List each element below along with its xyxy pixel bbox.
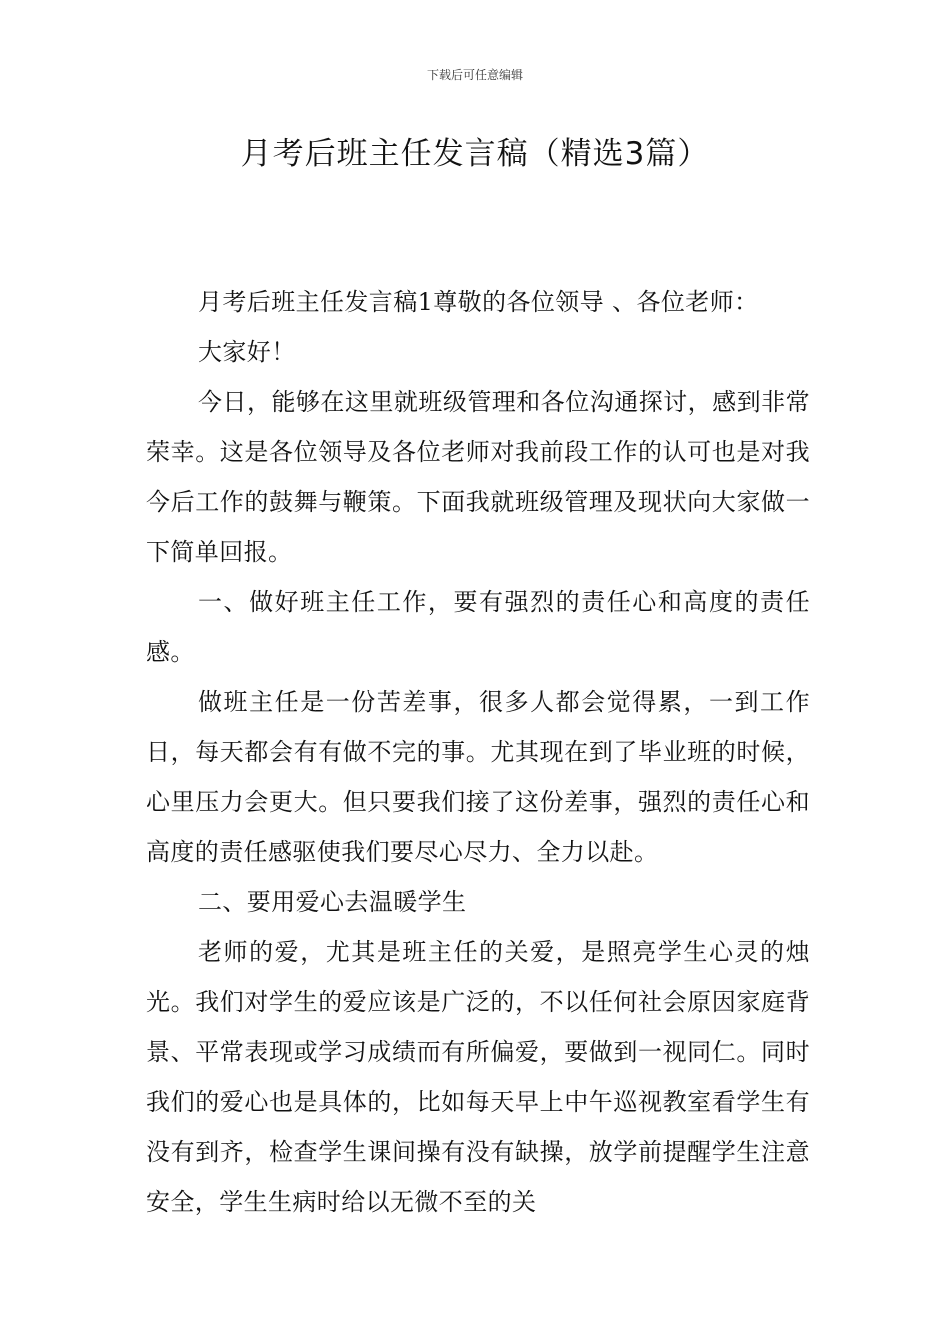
paragraph-greeting: 大家好！ [198, 338, 296, 366]
paragraph-section-body-1: 做班主任是一份苦差事，很多人都会觉得累，一到工作日，每天都会有有做不完的事。尤其现在到了毕业班的时候，心里压力会更大。但只要我们接了这份差事，强烈的责任心和高度的责任感驱使我们要尽心尽力、全力以赴。 [146, 688, 810, 866]
document-title: 月考后班主任发言稿（精选3篇） [240, 136, 710, 172]
paragraph-intro: 今日，能够在这里就班级管理和各位沟通探讨，感到非常荣幸。这是各位领导及各位老师对我前段工作的认可也是对我今后工作的鼓舞与鞭策。下面我就班级管理及现状向大家做一下简单回报。 [146, 388, 810, 566]
header-note: 下载后可任意编辑 [426, 68, 523, 82]
paragraph-section-heading-1: 一、做好班主任工作，要有强烈的责任心和高度的责任感。 [146, 588, 810, 666]
document-body [146, 277, 810, 1227]
paragraph-salutation: 月考后班主任发言稿1尊敬的各位领导 、各位老师： [198, 288, 759, 316]
paragraph-section-heading-2: 二、要用爱心去温暖学生 [198, 888, 467, 916]
paragraph-section-body-2: 老师的爱，尤其是班主任的关爱，是照亮学生心灵的烛光。我们对学生的爱应该是广泛的，不以任何社会原因家庭背景、平常表现或学习成绩而有所偏爱，要做到一视同仁。同时我们的爱心也是具体的，比如每天早上中午巡视教室看学生有没有到齐，检查学生课间操有没有缺操，放学前提醒学生注意安全，学生生病时给以无微不至的关 [146, 938, 810, 1216]
